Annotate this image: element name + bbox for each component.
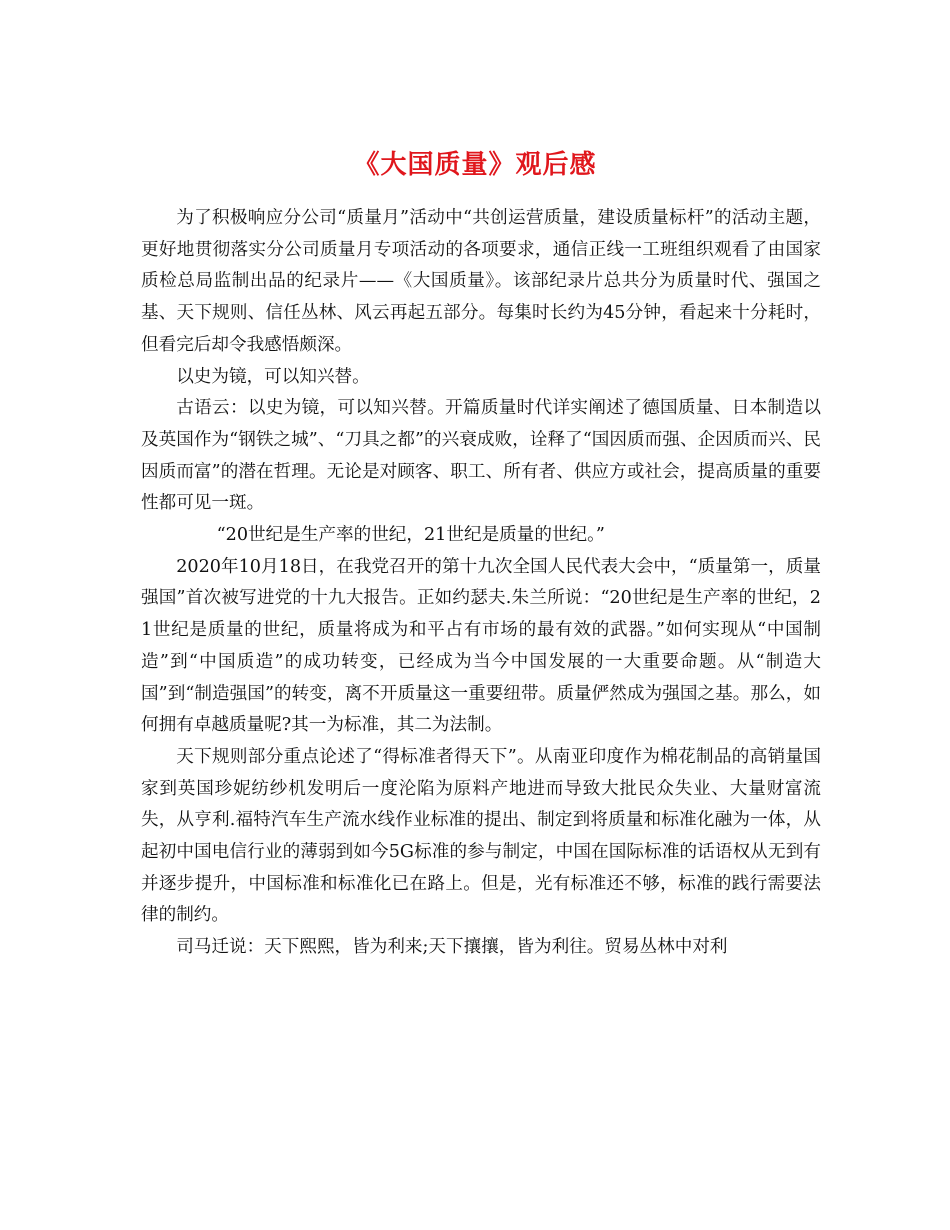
paragraph-standards: 天下规则部分重点论述了“得标准者得天下”。从南亚印度作为棉花制品的高销量国家到英国珍妮纺纱机发明后一度沦陷为原料产地进而导致大批民众失业、大量财富流失，从亨利.福特汽车生产流水线作业标准的提出、制定到将质量和标准化融为一体，从起初中国电信行业的薄弱到如今5G标准的参与制定，中国在国际标准的话语权从无到有并逐步提升，中国标准和标准化已在路上。但是，光有标准还不够，标准的践行需要法律的制约。 [141, 746, 821, 926]
document-title: 《大国质量》观后感 [353, 150, 597, 181]
paragraph-history: 古语云：以史为镜，可以知兴替。开篇质量时代详实阐述了德国质量、日本制造以及英国作为“钢铁之城”、“刀具之都”的兴衰成败，诠释了“国因质而强、企因质而兴、民因质而富”的潜在哲理。无论是对顾客、职工、所有者、供应方或社会，提高质量的重要性都可见一斑。 [141, 398, 821, 514]
paragraph-sima-qian: 司马迁说：天下熙熙，皆为利来;天下攘攘，皆为利往。贸易丛林中对利 [176, 937, 728, 958]
paragraph-history-heading: 以史为镜，可以知兴替。 [176, 366, 370, 387]
document-body [141, 203, 821, 964]
paragraph-quote: “20世纪是生产率的世纪，21世纪是质量的世纪。” [216, 525, 605, 546]
paragraph-quality-strategy: 2020年10月18日，在我党召开的第十九次全国人民代表大会中，“质量第一，质量强国”首次被写进党的十九大报告。正如约瑟夫.朱兰所说：“20世纪是生产率的世纪，21世纪是质量的世纪，质量将成为和平占有市场的最有效的武器。”如何实现从“中国制造”到“中国质造”的成功转变，已经成为当今中国发展的一大重要命题。从“制造大国”到“制造强国”的转变，离不开质量这一重要纽带。质量俨然成为强国之基。那么，如何拥有卓越质量呢?其一为标准，其二为法制。 [141, 556, 821, 736]
paragraph-intro: 为了积极响应分公司“质量月”活动中“共创运营质量，建设质量标杆”的活动主题，更好地贯彻落实分公司质量月专项活动的各项要求，通信正线一工班组织观看了由国家质检总局监制出品的纪录片——《大国质量》。该部纪录片总共分为质量时代、强国之基、天下规则、信任丛林、风云再起五部分。每集时长约为45分钟，看起来十分耗时，但看完后却令我感悟颇深。 [141, 208, 821, 355]
